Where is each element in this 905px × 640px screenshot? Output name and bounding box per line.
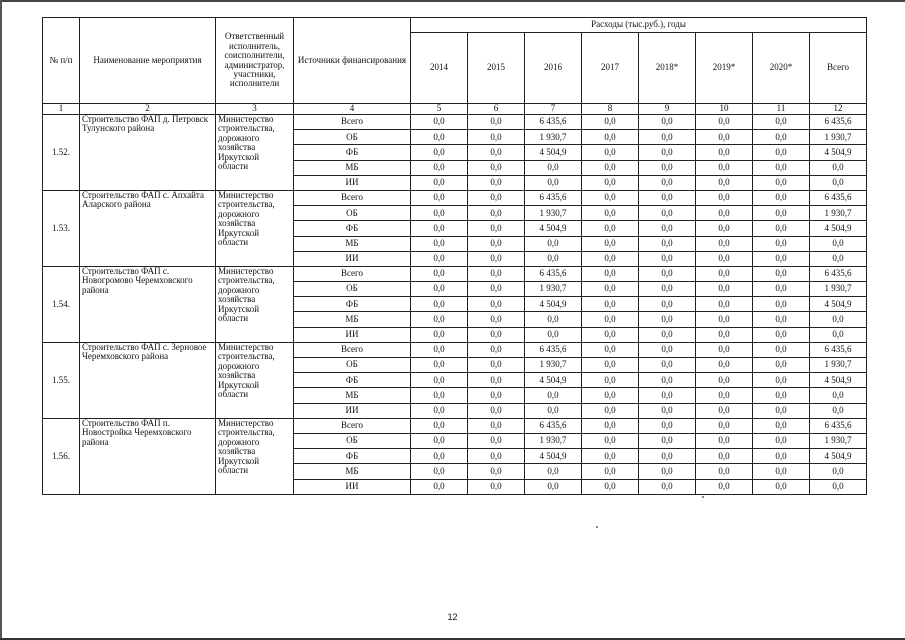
amount-cell: 0,0 [753, 388, 810, 403]
amount-cell: 0,0 [468, 449, 525, 464]
amount-cell: 0,0 [639, 388, 696, 403]
amount-cell: 0,0 [696, 312, 753, 327]
amount-cell: 0,0 [639, 449, 696, 464]
amount-cell: 0,0 [582, 358, 639, 373]
header-year: 2014 [411, 33, 468, 104]
amount-cell: 6 435,6 [525, 418, 582, 433]
column-number: 4 [294, 104, 411, 115]
item-name: Строительство ФАП д. Петровск Тулунского района [80, 115, 216, 191]
amount-cell: 0,0 [582, 373, 639, 388]
amount-cell: 0,0 [411, 115, 468, 130]
amount-cell: 0,0 [639, 297, 696, 312]
column-number-row [43, 104, 867, 115]
amount-cell: 0,0 [582, 160, 639, 175]
item-executor: Министерство строительства, дорожного хозяйства Иркутской области [216, 266, 294, 342]
amount-cell: 0,0 [753, 160, 810, 175]
item-name: Строительство ФАП с. Апхайта Аларского района [80, 190, 216, 266]
amount-cell: 0,0 [753, 206, 810, 221]
amount-cell: 0,0 [582, 206, 639, 221]
amount-cell: 1 930,7 [525, 206, 582, 221]
amount-cell: 0,0 [696, 175, 753, 190]
amount-cell: 0,0 [639, 312, 696, 327]
amount-cell: 4 504,9 [525, 145, 582, 160]
amount-cell: 0,0 [753, 418, 810, 433]
amount-cell: 0,0 [753, 403, 810, 418]
item-name: Строительство ФАП с. Новогромово Черемховского района [80, 266, 216, 342]
funding-source: ОБ [294, 130, 411, 145]
item-number: 1.53. [43, 190, 80, 266]
amount-cell: 0,0 [639, 282, 696, 297]
table-row [43, 190, 867, 205]
amount-cell: 0,0 [753, 190, 810, 205]
scan-speck [596, 526, 598, 528]
amount-cell: 0,0 [753, 115, 810, 130]
funding-source: Всего [294, 115, 411, 130]
amount-cell: 0,0 [582, 282, 639, 297]
amount-cell: 0,0 [582, 433, 639, 448]
funding-source: Всего [294, 342, 411, 357]
amount-cell: 0,0 [468, 175, 525, 190]
amount-cell: 0,0 [468, 403, 525, 418]
amount-cell: 0,0 [525, 327, 582, 342]
amount-cell: 0,0 [696, 130, 753, 145]
amount-cell: 1 930,7 [810, 433, 867, 448]
header-year: Всего [810, 33, 867, 104]
amount-cell: 0,0 [468, 130, 525, 145]
amount-cell: 0,0 [696, 403, 753, 418]
amount-cell: 0,0 [753, 449, 810, 464]
amount-cell: 0,0 [696, 388, 753, 403]
amount-cell: 0,0 [639, 115, 696, 130]
amount-cell: 0,0 [753, 358, 810, 373]
funding-source: ИИ [294, 403, 411, 418]
amount-cell: 0,0 [639, 221, 696, 236]
amount-cell: 0,0 [810, 175, 867, 190]
column-number: 12 [810, 104, 867, 115]
amount-cell: 0,0 [468, 115, 525, 130]
amount-cell: 0,0 [696, 160, 753, 175]
funding-source: МБ [294, 312, 411, 327]
amount-cell: 0,0 [411, 433, 468, 448]
amount-cell: 1 930,7 [525, 130, 582, 145]
amount-cell: 0,0 [639, 464, 696, 479]
amount-cell: 6 435,6 [810, 342, 867, 357]
header-name: Наименование мероприятия [80, 18, 216, 104]
funding-source: ОБ [294, 358, 411, 373]
column-number: 10 [696, 104, 753, 115]
amount-cell: 0,0 [753, 266, 810, 281]
amount-cell: 0,0 [411, 418, 468, 433]
header-year: 2019* [696, 33, 753, 104]
amount-cell: 4 504,9 [525, 373, 582, 388]
amount-cell: 0,0 [753, 251, 810, 266]
amount-cell: 0,0 [696, 282, 753, 297]
amount-cell: 0,0 [411, 312, 468, 327]
funding-source: МБ [294, 388, 411, 403]
amount-cell: 0,0 [411, 403, 468, 418]
amount-cell: 1 930,7 [810, 130, 867, 145]
item-executor: Министерство строительства, дорожного хозяйства Иркутской области [216, 342, 294, 418]
amount-cell: 0,0 [468, 327, 525, 342]
amount-cell: 0,0 [696, 236, 753, 251]
amount-cell: 6 435,6 [525, 266, 582, 281]
amount-cell: 0,0 [753, 433, 810, 448]
amount-cell: 0,0 [582, 190, 639, 205]
page-number: 12 [447, 612, 458, 622]
amount-cell: 0,0 [753, 130, 810, 145]
column-number: 11 [753, 104, 810, 115]
item-executor: Министерство строительства, дорожного хозяйства Иркутской области [216, 418, 294, 494]
amount-cell: 0,0 [582, 449, 639, 464]
amount-cell: 0,0 [582, 418, 639, 433]
funding-source: ИИ [294, 327, 411, 342]
funding-source: МБ [294, 160, 411, 175]
amount-cell: 0,0 [525, 479, 582, 494]
amount-cell: 0,0 [753, 236, 810, 251]
amount-cell: 0,0 [639, 327, 696, 342]
header-year: 2015 [468, 33, 525, 104]
amount-cell: 0,0 [411, 464, 468, 479]
amount-cell: 0,0 [525, 175, 582, 190]
amount-cell: 0,0 [582, 479, 639, 494]
amount-cell: 0,0 [468, 433, 525, 448]
amount-cell: 0,0 [411, 327, 468, 342]
amount-cell: 0,0 [582, 266, 639, 281]
amount-cell: 0,0 [411, 479, 468, 494]
amount-cell: 0,0 [639, 190, 696, 205]
amount-cell: 0,0 [468, 373, 525, 388]
item-number: 1.54. [43, 266, 80, 342]
amount-cell: 0,0 [639, 479, 696, 494]
amount-cell: 1 930,7 [525, 282, 582, 297]
amount-cell: 0,0 [639, 206, 696, 221]
amount-cell: 0,0 [696, 297, 753, 312]
amount-cell: 0,0 [468, 479, 525, 494]
funding-source: ОБ [294, 282, 411, 297]
amount-cell: 6 435,6 [525, 190, 582, 205]
amount-cell: 0,0 [468, 464, 525, 479]
amount-cell: 0,0 [411, 190, 468, 205]
amount-cell: 0,0 [582, 464, 639, 479]
column-number: 1 [43, 104, 80, 115]
table-row [43, 266, 867, 281]
amount-cell: 0,0 [639, 251, 696, 266]
funding-source: ФБ [294, 373, 411, 388]
amount-cell: 4 504,9 [810, 373, 867, 388]
scan-edge-top [0, 0, 905, 2]
amount-cell: 0,0 [411, 282, 468, 297]
amount-cell: 0,0 [468, 190, 525, 205]
amount-cell: 0,0 [696, 145, 753, 160]
amount-cell: 1 930,7 [525, 433, 582, 448]
item-name: Строительство ФАП с. Зерновое Черемховского района [80, 342, 216, 418]
column-number: 2 [80, 104, 216, 115]
amount-cell: 0,0 [468, 297, 525, 312]
scan-edge-left [0, 0, 2, 640]
amount-cell: 0,0 [639, 358, 696, 373]
amount-cell: 0,0 [582, 115, 639, 130]
amount-cell: 0,0 [696, 464, 753, 479]
amount-cell: 0,0 [810, 479, 867, 494]
amount-cell: 0,0 [810, 251, 867, 266]
amount-cell: 0,0 [639, 175, 696, 190]
column-number: 7 [525, 104, 582, 115]
amount-cell: 0,0 [525, 160, 582, 175]
amount-cell: 0,0 [411, 160, 468, 175]
amount-cell: 4 504,9 [810, 297, 867, 312]
header-expenses: Расходы (тыс.руб.), годы [411, 18, 867, 33]
amount-cell: 0,0 [753, 327, 810, 342]
amount-cell: 0,0 [639, 160, 696, 175]
amount-cell: 0,0 [468, 221, 525, 236]
amount-cell: 0,0 [639, 433, 696, 448]
amount-cell: 0,0 [582, 175, 639, 190]
amount-cell: 0,0 [810, 403, 867, 418]
amount-cell: 0,0 [810, 312, 867, 327]
amount-cell: 0,0 [753, 342, 810, 357]
column-number: 8 [582, 104, 639, 115]
amount-cell: 0,0 [468, 282, 525, 297]
amount-cell: 4 504,9 [810, 145, 867, 160]
funding-source: Всего [294, 266, 411, 281]
amount-cell: 6 435,6 [810, 115, 867, 130]
amount-cell: 0,0 [525, 312, 582, 327]
amount-cell: 0,0 [696, 479, 753, 494]
amount-cell: 4 504,9 [810, 449, 867, 464]
header-year: 2017 [582, 33, 639, 104]
header-year: 2016 [525, 33, 582, 104]
amount-cell: 6 435,6 [525, 342, 582, 357]
header-no: № п/п [43, 18, 80, 104]
amount-cell: 0,0 [753, 175, 810, 190]
header-year: 2018* [639, 33, 696, 104]
amount-cell: 1 930,7 [810, 282, 867, 297]
amount-cell: 0,0 [525, 388, 582, 403]
amount-cell: 0,0 [411, 266, 468, 281]
amount-cell: 4 504,9 [525, 297, 582, 312]
amount-cell: 0,0 [468, 388, 525, 403]
amount-cell: 0,0 [753, 145, 810, 160]
column-number: 5 [411, 104, 468, 115]
table-row [43, 342, 867, 357]
funding-source: МБ [294, 464, 411, 479]
funding-source: ФБ [294, 221, 411, 236]
amount-cell: 0,0 [411, 373, 468, 388]
amount-cell: 4 504,9 [525, 449, 582, 464]
amount-cell: 0,0 [411, 221, 468, 236]
amount-cell: 0,0 [696, 342, 753, 357]
amount-cell: 0,0 [696, 251, 753, 266]
column-number: 3 [216, 104, 294, 115]
amount-cell: 0,0 [810, 160, 867, 175]
amount-cell: 0,0 [696, 433, 753, 448]
amount-cell: 0,0 [696, 358, 753, 373]
funding-source: ОБ [294, 433, 411, 448]
amount-cell: 0,0 [468, 160, 525, 175]
header-year: 2020* [753, 33, 810, 104]
amount-cell: 0,0 [696, 190, 753, 205]
item-number: 1.56. [43, 418, 80, 494]
amount-cell: 0,0 [696, 206, 753, 221]
amount-cell: 0,0 [582, 130, 639, 145]
amount-cell: 0,0 [582, 145, 639, 160]
amount-cell: 6 435,6 [525, 115, 582, 130]
amount-cell: 6 435,6 [810, 190, 867, 205]
amount-cell: 0,0 [582, 221, 639, 236]
item-number: 1.52. [43, 115, 80, 191]
funding-source: Всего [294, 190, 411, 205]
amount-cell: 4 504,9 [810, 221, 867, 236]
amount-cell: 0,0 [582, 251, 639, 266]
amount-cell: 0,0 [639, 236, 696, 251]
amount-cell: 6 435,6 [810, 266, 867, 281]
amount-cell: 0,0 [696, 418, 753, 433]
expenses-table [42, 17, 867, 495]
amount-cell: 0,0 [753, 373, 810, 388]
funding-source: ФБ [294, 449, 411, 464]
amount-cell: 0,0 [411, 358, 468, 373]
amount-cell: 0,0 [810, 464, 867, 479]
amount-cell: 0,0 [411, 145, 468, 160]
amount-cell: 0,0 [753, 464, 810, 479]
amount-cell: 0,0 [582, 236, 639, 251]
header-executor: Ответственный исполнитель, соисполнители, администратор, участники, исполнители [216, 18, 294, 104]
amount-cell: 0,0 [810, 327, 867, 342]
table-row [43, 115, 867, 130]
funding-source: МБ [294, 236, 411, 251]
amount-cell: 6 435,6 [810, 418, 867, 433]
funding-source: ОБ [294, 206, 411, 221]
amount-cell: 0,0 [582, 327, 639, 342]
amount-cell: 0,0 [582, 388, 639, 403]
amount-cell: 1 930,7 [810, 206, 867, 221]
column-number: 9 [639, 104, 696, 115]
amount-cell: 0,0 [411, 388, 468, 403]
amount-cell: 0,0 [753, 221, 810, 236]
amount-cell: 0,0 [468, 145, 525, 160]
amount-cell: 0,0 [696, 373, 753, 388]
amount-cell: 0,0 [753, 297, 810, 312]
amount-cell: 0,0 [411, 236, 468, 251]
amount-cell: 0,0 [468, 266, 525, 281]
amount-cell: 0,0 [696, 327, 753, 342]
funding-source: ИИ [294, 251, 411, 266]
amount-cell: 0,0 [411, 206, 468, 221]
amount-cell: 0,0 [468, 312, 525, 327]
amount-cell: 0,0 [468, 236, 525, 251]
amount-cell: 1 930,7 [810, 358, 867, 373]
amount-cell: 0,0 [525, 403, 582, 418]
header-sources: Источники финансирования [294, 18, 411, 104]
amount-cell: 1 930,7 [525, 358, 582, 373]
amount-cell: 0,0 [810, 388, 867, 403]
amount-cell: 0,0 [411, 449, 468, 464]
amount-cell: 0,0 [639, 373, 696, 388]
amount-cell: 0,0 [696, 221, 753, 236]
amount-cell: 0,0 [525, 236, 582, 251]
amount-cell: 0,0 [411, 297, 468, 312]
item-number: 1.55. [43, 342, 80, 418]
amount-cell: 0,0 [411, 251, 468, 266]
amount-cell: 0,0 [753, 479, 810, 494]
funding-source: ИИ [294, 479, 411, 494]
amount-cell: 0,0 [639, 418, 696, 433]
amount-cell: 0,0 [639, 403, 696, 418]
amount-cell: 0,0 [468, 418, 525, 433]
amount-cell: 0,0 [639, 266, 696, 281]
funding-source: ИИ [294, 175, 411, 190]
amount-cell: 0,0 [639, 130, 696, 145]
amount-cell: 0,0 [525, 464, 582, 479]
table-row [43, 418, 867, 433]
amount-cell: 0,0 [696, 449, 753, 464]
amount-cell: 0,0 [411, 175, 468, 190]
amount-cell: 0,0 [411, 130, 468, 145]
item-name: Строительство ФАП п. Новостройка Черемховского района [80, 418, 216, 494]
amount-cell: 0,0 [411, 342, 468, 357]
amount-cell: 0,0 [468, 251, 525, 266]
amount-cell: 0,0 [639, 342, 696, 357]
item-executor: Министерство строительства, дорожного хозяйства Иркутской области [216, 190, 294, 266]
column-number: 6 [468, 104, 525, 115]
table-header [43, 18, 867, 115]
amount-cell: 0,0 [810, 236, 867, 251]
table-body [43, 115, 867, 495]
funding-source: Всего [294, 418, 411, 433]
amount-cell: 0,0 [525, 251, 582, 266]
amount-cell: 0,0 [468, 206, 525, 221]
item-executor: Министерство строительства, дорожного хозяйства Иркутской области [216, 115, 294, 191]
scan-speck [702, 496, 704, 498]
amount-cell: 0,0 [582, 403, 639, 418]
amount-cell: 0,0 [582, 297, 639, 312]
amount-cell: 0,0 [696, 266, 753, 281]
amount-cell: 0,0 [639, 145, 696, 160]
amount-cell: 0,0 [468, 342, 525, 357]
amount-cell: 0,0 [582, 342, 639, 357]
funding-source: ФБ [294, 145, 411, 160]
amount-cell: 0,0 [582, 312, 639, 327]
amount-cell: 0,0 [696, 115, 753, 130]
funding-source: ФБ [294, 297, 411, 312]
amount-cell: 0,0 [753, 312, 810, 327]
amount-cell: 0,0 [468, 358, 525, 373]
amount-cell: 4 504,9 [525, 221, 582, 236]
amount-cell: 0,0 [753, 282, 810, 297]
